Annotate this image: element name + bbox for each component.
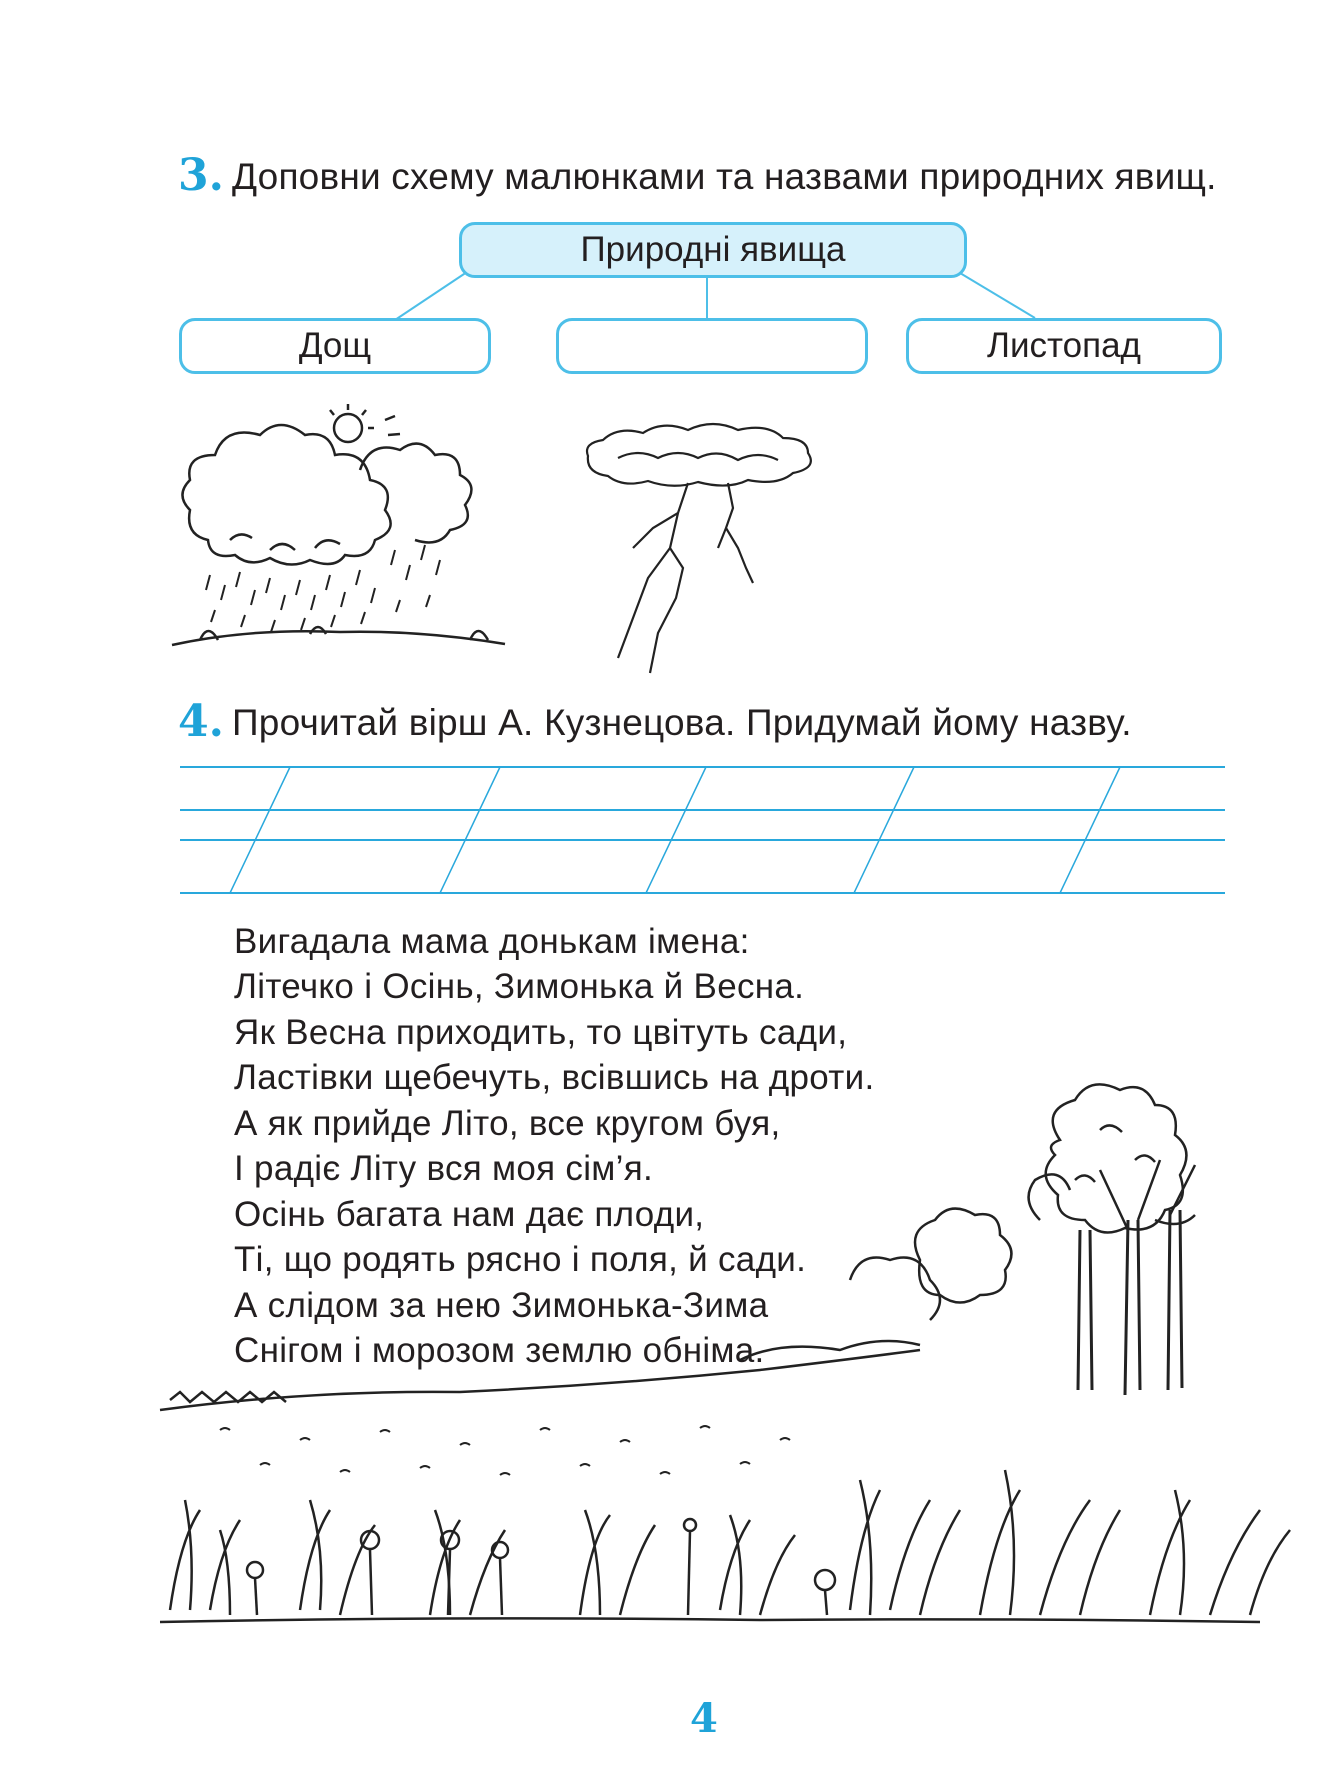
scheme-box-leaf-fall: Листопад (906, 318, 1222, 374)
poem-line-4: Ластівки щебечуть, всівшись на дроти. (234, 1058, 875, 1097)
scheme-root-box: Природні явища (459, 222, 967, 278)
task-3-number: 3. (178, 150, 224, 201)
lightning-cloud-picture (578, 418, 838, 688)
task-3-instruction: Доповни схему малюнками та назвами природних явищ. (232, 156, 1217, 197)
poem-line-9: А слідом за нею Зимонька-Зима (234, 1286, 769, 1325)
scheme-box-empty[interactable] (556, 318, 868, 374)
page-number: 4 (690, 1695, 718, 1742)
poem-line-2: Літечко і Осінь, Зимонька й Весна. (234, 967, 805, 1006)
poem-line-6: І радіє Літу вся моя сім’я. (234, 1149, 654, 1188)
task-4-instruction: Прочитай вірш А. Кузнецова. Придумай йому назву. (232, 702, 1132, 743)
rain-cloud-picture (170, 400, 510, 660)
poem-line-10: Снігом і морозом землю обніма. (234, 1331, 765, 1370)
poem-line-3: Як Весна приходить, то цвітуть сади, (234, 1013, 848, 1052)
poem-line-1: Вигадала мама донькам імена: (234, 922, 750, 961)
scheme-box-rain: Дощ (179, 318, 491, 374)
writing-lines-answer[interactable] (0, 755, 1339, 905)
task-4-number: 4. (178, 696, 224, 747)
poem-line-8: Ті, що родять рясно і поля, й сади. (234, 1240, 807, 1279)
poem-line-7: Осінь багата нам дає плоди, (234, 1195, 705, 1234)
poem-line-5: А як прийде Літо, все кругом буя, (234, 1104, 781, 1143)
landscape-illustration (160, 1070, 1339, 1690)
